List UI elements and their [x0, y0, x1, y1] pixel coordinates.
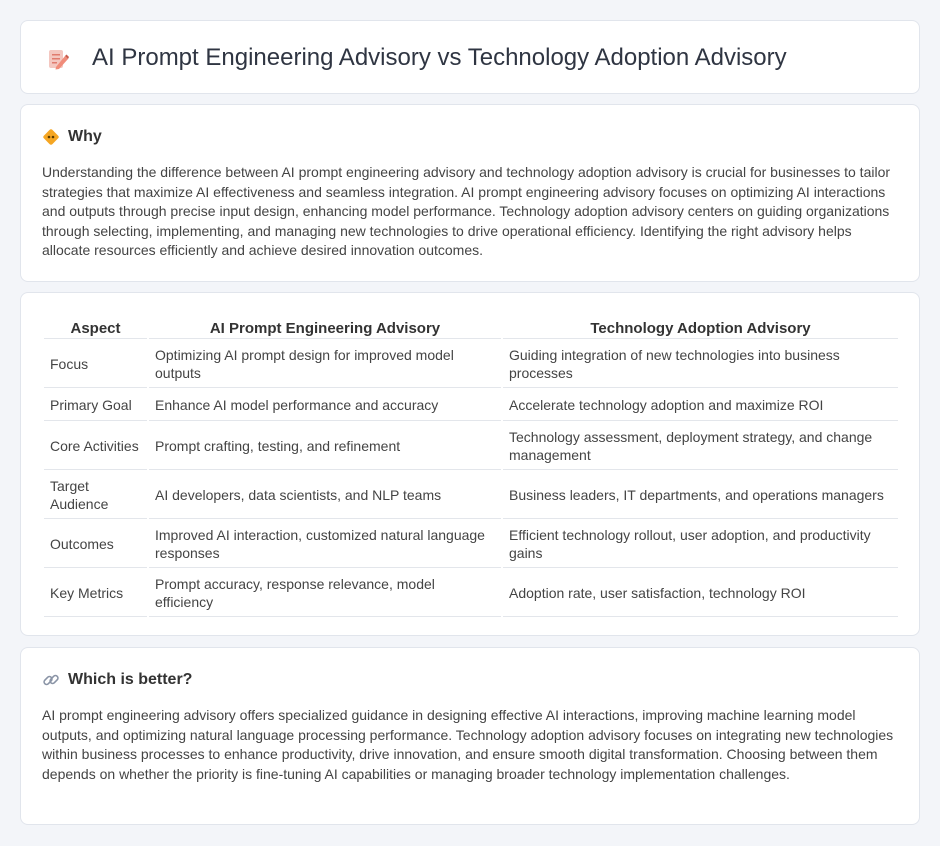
table-row [44, 423, 898, 470]
cell-tech-adoption: Business leaders, IT departments, and operations managers [503, 472, 898, 519]
cell-tech-adoption: Accelerate technology adoption and maximize ROI [503, 390, 898, 421]
header-ai-prompt: AI Prompt Engineering Advisory [149, 319, 501, 339]
cell-aspect: Outcomes [44, 521, 147, 568]
header-tech-adoption: Technology Adoption Advisory [503, 319, 898, 339]
cell-ai-prompt: Enhance AI model performance and accuracy [149, 390, 501, 421]
cell-ai-prompt: Optimizing AI prompt design for improved model outputs [149, 341, 501, 388]
cell-ai-prompt: Prompt crafting, testing, and refinement [149, 423, 501, 470]
title-card [20, 20, 920, 94]
table-row [44, 390, 898, 421]
cell-tech-adoption: Guiding integration of new technologies into business processes [503, 341, 898, 388]
memo-pencil-icon [46, 47, 70, 71]
table-row [44, 472, 898, 519]
which-better-text: AI prompt engineering advisory offers specialized guidance in designing effective AI interactions, improving machine learning model outputs, and optimizing natural language processing performance. Technology adoption advisory focuses on integrating new technologies within business processes to enhance productivity, drive innovation, and ensure smooth digital transformation. Choosing between them depends on whether the priority is fine-tuning AI capabilities or managing broader technology implementation challenges. [42, 707, 894, 782]
cell-aspect: Target Audience [44, 472, 147, 519]
which-better-section [20, 647, 920, 825]
cell-aspect: Key Metrics [44, 570, 147, 617]
cell-ai-prompt: Prompt accuracy, response relevance, model efficiency [149, 570, 501, 617]
table-row [44, 341, 898, 388]
cell-aspect: Core Activities [44, 423, 147, 470]
why-section [20, 104, 920, 282]
table-row [44, 521, 898, 568]
comparison-table [42, 317, 900, 619]
cell-tech-adoption: Adoption rate, user satisfaction, technology ROI [503, 570, 898, 617]
link-icon [42, 671, 60, 689]
which-better-heading: Which is better? [68, 671, 193, 688]
cell-aspect: Primary Goal [44, 390, 147, 421]
page-title: AI Prompt Engineering Advisory vs Technology Adoption Advisory [92, 44, 787, 71]
table-row [44, 570, 898, 617]
comparison-section [20, 292, 920, 636]
cell-ai-prompt: AI developers, data scientists, and NLP teams [149, 472, 501, 519]
cell-tech-adoption: Technology assessment, deployment strategy, and change management [503, 423, 898, 470]
diamond-sign-icon [42, 128, 60, 146]
cell-tech-adoption: Efficient technology rollout, user adoption, and productivity gains [503, 521, 898, 568]
header-aspect: Aspect [44, 319, 147, 339]
cell-aspect: Focus [44, 341, 147, 388]
table-header-row [44, 319, 898, 339]
why-heading: Why [68, 128, 102, 145]
why-text: Understanding the difference between AI prompt engineering advisory and technology adoption advisory is crucial for businesses to tailor strategies that maximize AI effectiveness and seamless integration. AI prompt engineering advisory focuses on optimizing AI interactions and outputs through precise input design, enhancing model performance. Technology adoption advisory centers on guiding organizations through selecting, implementing, and managing new technologies to drive operational efficiency. Identifying the right advisory helps allocate resources efficiently and achieve desired innovation outcomes. [42, 164, 891, 259]
cell-ai-prompt: Improved AI interaction, customized natural language responses [149, 521, 501, 568]
